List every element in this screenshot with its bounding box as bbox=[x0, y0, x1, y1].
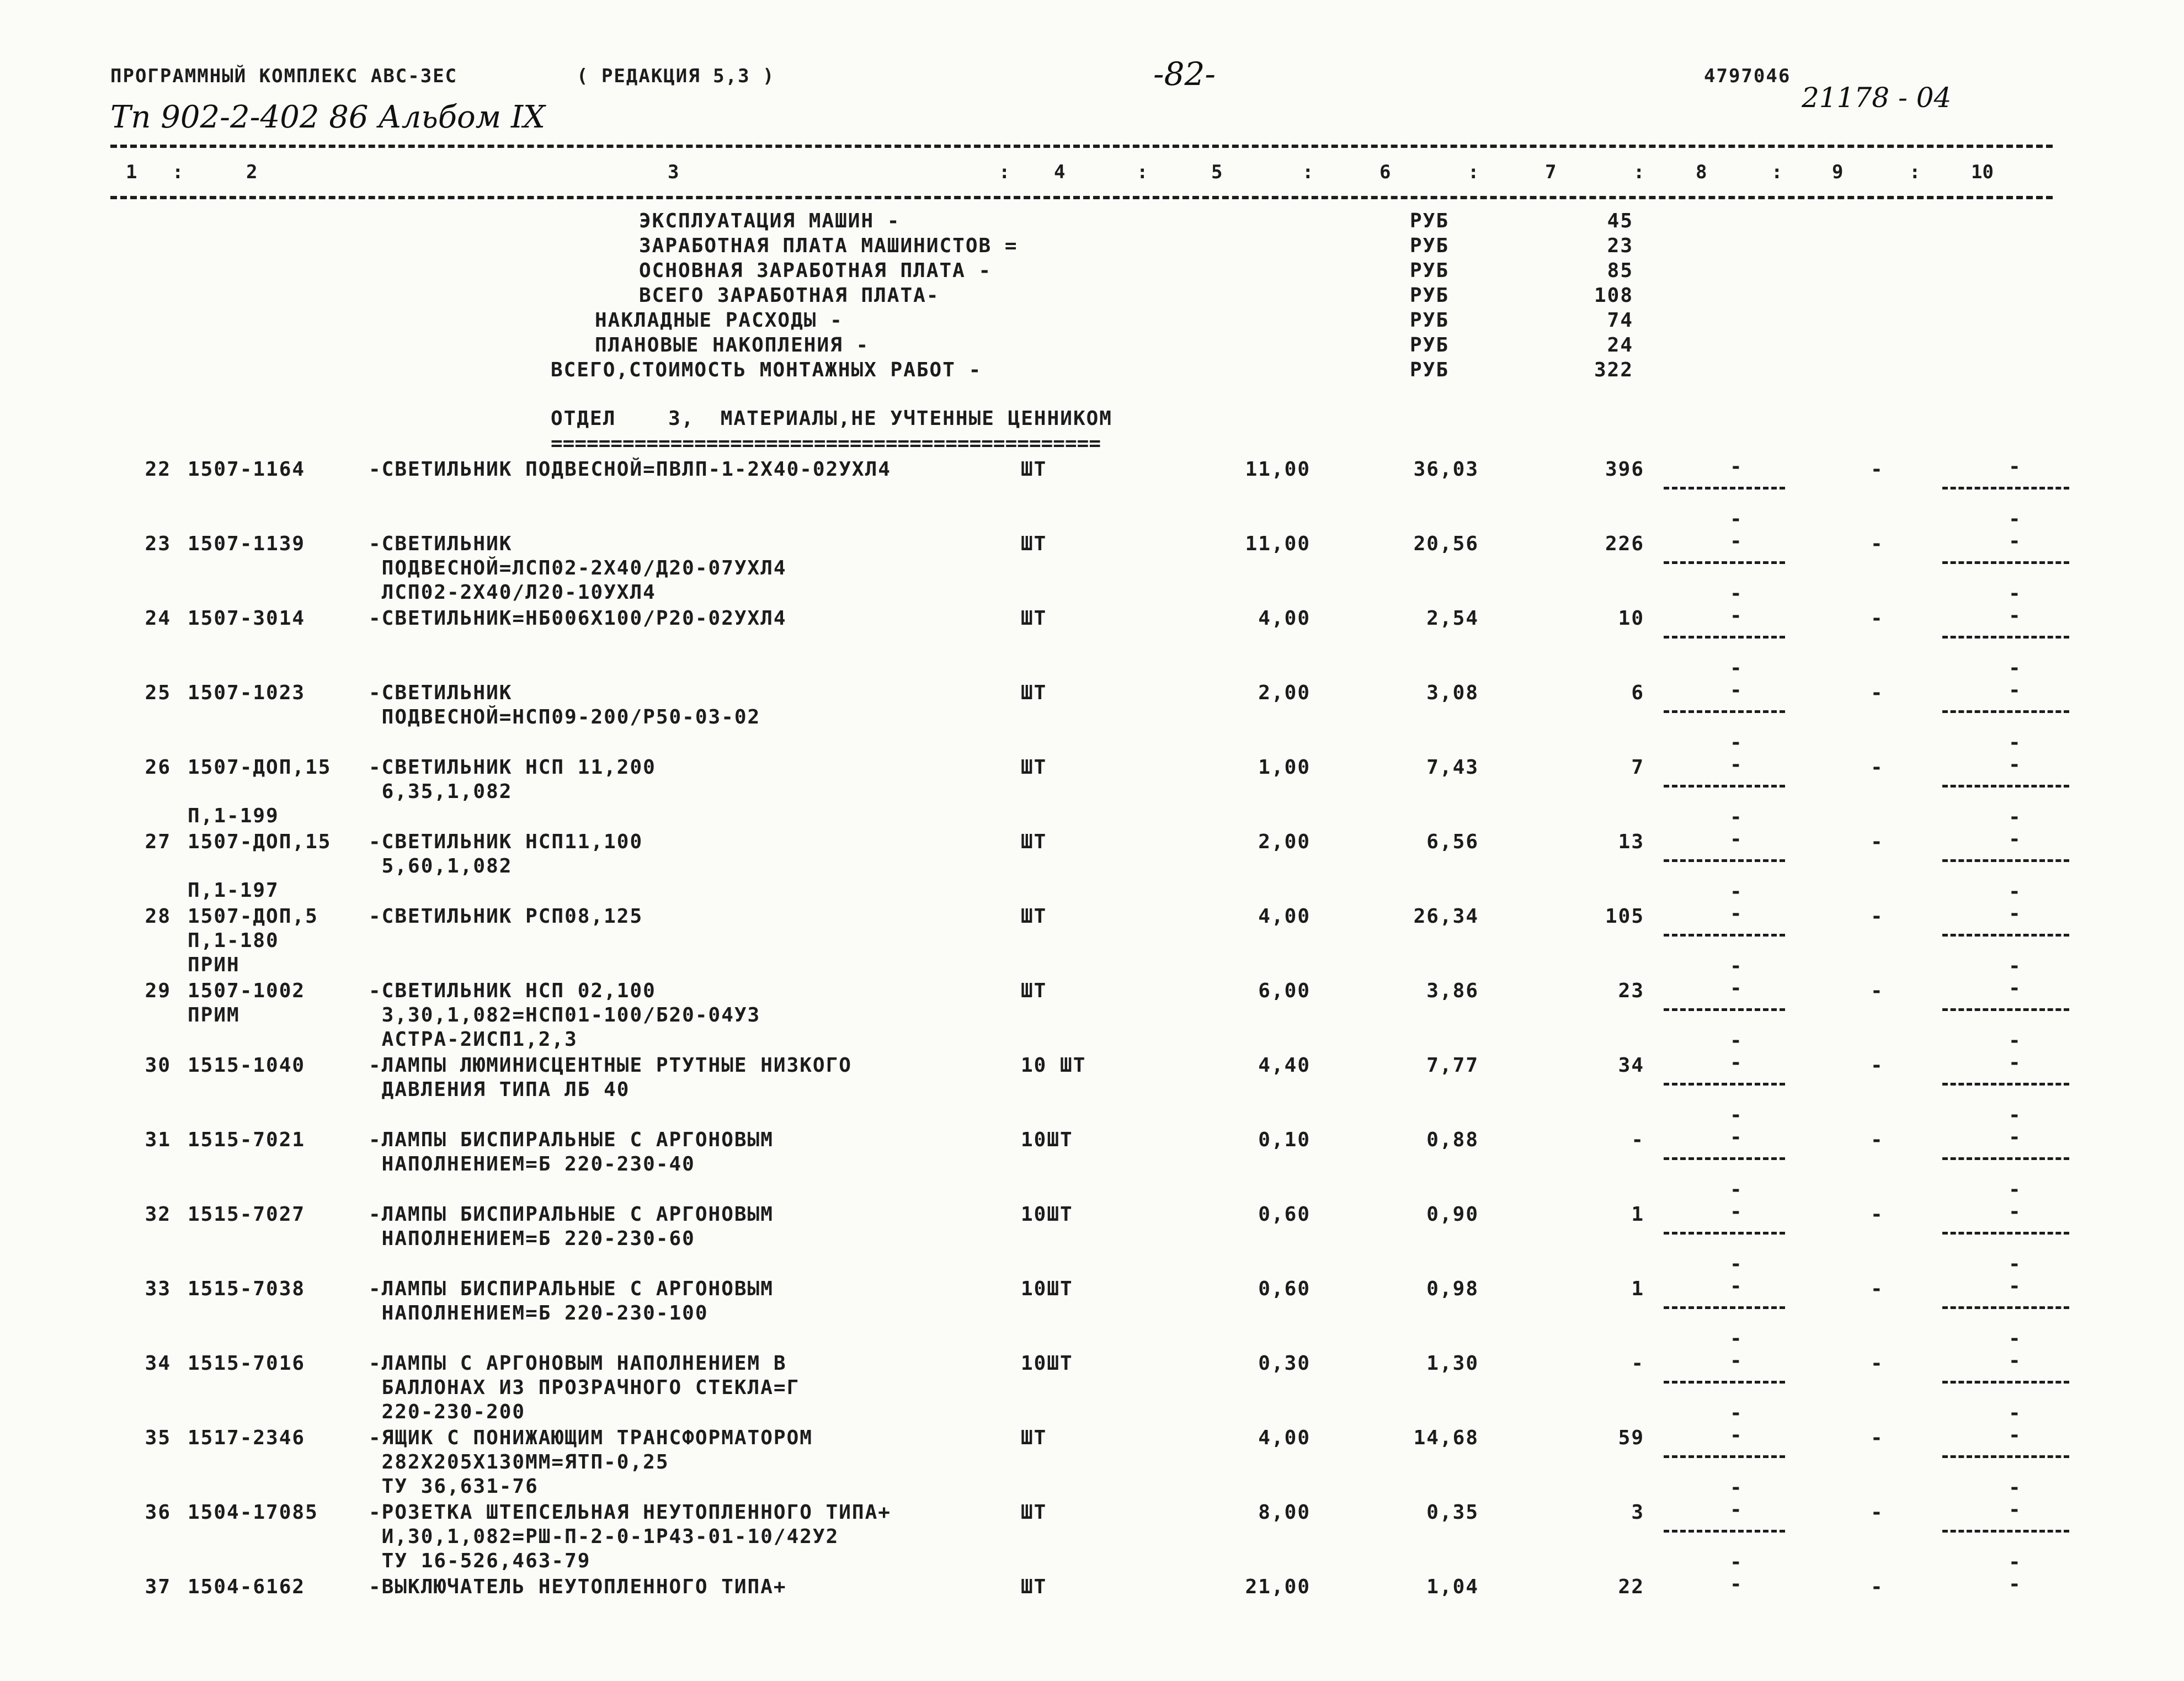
col9-dash: - bbox=[1871, 756, 1883, 779]
col8-dash: - bbox=[1730, 679, 1742, 701]
unit-cell: 10ШТ bbox=[1021, 1203, 1073, 1226]
price-cell: 0,90 bbox=[1426, 1203, 1479, 1226]
item-description: -РОЗЕТКА ШТЕПСЕЛЬНАЯ НЕУТОПЛЕННОГО ТИПА+ bbox=[369, 1501, 891, 1524]
quantity-cell: 4,00 bbox=[1258, 607, 1311, 630]
col10-dash: - bbox=[2009, 1051, 2021, 1074]
row-number: 24 bbox=[145, 607, 171, 630]
col8-dash: - bbox=[1730, 604, 1742, 627]
col8-dash-top: - bbox=[1730, 582, 1742, 605]
col10-dash-top: - bbox=[2009, 731, 2021, 754]
page-number: -82- bbox=[1153, 55, 1216, 93]
item-description: -ЛАМПЫ ЛЮМИНИСЦЕНТНЫЕ РТУТНЫЕ НИЗКОГО bbox=[369, 1054, 852, 1077]
total-cell: 105 bbox=[1605, 905, 1644, 928]
col9-dash: - bbox=[1871, 1427, 1883, 1449]
col10-dash: - bbox=[2009, 753, 2021, 776]
resource-code: 1507-ДОП,15 bbox=[188, 756, 332, 779]
col10-rule bbox=[1942, 1157, 2069, 1160]
col8-rule bbox=[1664, 1008, 1785, 1011]
col-sep: : bbox=[1137, 161, 1148, 183]
item-description-cont: ДАВЛЕНИЯ ТИПА ЛБ 40 bbox=[369, 1078, 630, 1101]
col8-dash-top: - bbox=[1730, 731, 1742, 754]
item-description: -СВЕТИЛЬНИК bbox=[369, 682, 513, 704]
row-number: 35 bbox=[145, 1427, 171, 1449]
col-7: 7 bbox=[1545, 161, 1557, 183]
summary-value: 74 bbox=[1607, 309, 1633, 332]
col10-rule bbox=[1942, 1455, 2069, 1458]
summary-unit: РУБ bbox=[1410, 235, 1450, 257]
col9-dash: - bbox=[1871, 1576, 1883, 1598]
unit-cell: ШТ bbox=[1021, 905, 1047, 928]
total-cell: 396 bbox=[1605, 458, 1644, 481]
row-number: 27 bbox=[145, 831, 171, 853]
unit-cell: 10 ШТ bbox=[1021, 1054, 1086, 1077]
total-cell: 3 bbox=[1631, 1501, 1644, 1524]
col-sep: : bbox=[1468, 161, 1479, 183]
col9-dash: - bbox=[1871, 1054, 1883, 1077]
col8-dash: - bbox=[1730, 1349, 1742, 1372]
summary-value: 322 bbox=[1594, 359, 1633, 381]
col9-dash: - bbox=[1871, 1203, 1883, 1226]
quantity-cell: 2,00 bbox=[1258, 682, 1311, 704]
col9-dash: - bbox=[1871, 905, 1883, 928]
summary-label: ПЛАНОВЫЕ НАКОПЛЕНИЯ - bbox=[595, 334, 870, 357]
item-description-cont: И,30,1,082=РШ-П-2-0-1Р43-01-10/42У2 bbox=[369, 1525, 839, 1548]
code-note: П,1-199 bbox=[188, 805, 279, 827]
col8-dash: - bbox=[1730, 1424, 1742, 1446]
summary-label: ЗАРАБОТНАЯ ПЛАТА МАШИНИСТОВ = bbox=[639, 235, 1018, 257]
item-description: -СВЕТИЛЬНИК bbox=[369, 533, 513, 555]
col9-dash: - bbox=[1871, 1501, 1883, 1524]
col8-dash: - bbox=[1730, 455, 1742, 478]
col10-dash: - bbox=[2009, 1275, 2021, 1297]
col10-rule bbox=[1942, 1083, 2069, 1086]
section-underline: ============================================== bbox=[551, 432, 1101, 455]
col8-dash: - bbox=[1730, 828, 1742, 850]
item-description-cont: 220-230-200 bbox=[369, 1401, 526, 1423]
unit-cell: ШТ bbox=[1021, 458, 1047, 481]
col8-rule bbox=[1664, 1232, 1785, 1235]
total-cell: 7 bbox=[1631, 756, 1644, 779]
quantity-cell: 6,00 bbox=[1258, 980, 1311, 1002]
col10-rule bbox=[1942, 487, 2069, 490]
row-number: 30 bbox=[145, 1054, 171, 1077]
col-sep: : bbox=[999, 161, 1010, 183]
row-number: 26 bbox=[145, 756, 171, 779]
quantity-cell: 11,00 bbox=[1245, 458, 1311, 481]
col8-dash-top: - bbox=[1730, 880, 1742, 903]
quantity-cell: 0,30 bbox=[1258, 1352, 1311, 1375]
row-number: 36 bbox=[145, 1501, 171, 1524]
quantity-cell: 4,00 bbox=[1258, 1427, 1311, 1449]
col10-rule bbox=[1942, 561, 2069, 564]
quantity-cell: 4,40 bbox=[1258, 1054, 1311, 1077]
item-description-cont: НАПОЛНЕНИЕМ=Б 220-230-100 bbox=[369, 1302, 709, 1324]
total-cell: 6 bbox=[1631, 682, 1644, 704]
row-number: 22 bbox=[145, 458, 171, 481]
unit-cell: ШТ bbox=[1021, 1576, 1047, 1598]
item-description: -ЯЩИК С ПОНИЖАЮЩИМ ТРАНСФОРМАТОРОМ bbox=[369, 1427, 813, 1449]
total-cell: 1 bbox=[1631, 1203, 1644, 1226]
total-cell: 59 bbox=[1618, 1427, 1644, 1449]
unit-cell: ШТ bbox=[1021, 831, 1047, 853]
col8-dash: - bbox=[1730, 1200, 1742, 1223]
col10-rule bbox=[1942, 785, 2069, 788]
col10-dash-top: - bbox=[2009, 1551, 2021, 1573]
col-sep: : bbox=[1302, 161, 1314, 183]
col10-dash-top: - bbox=[2009, 657, 2021, 679]
handwritten-code: 21178 - 04 bbox=[1802, 82, 1952, 114]
col10-dash: - bbox=[2009, 977, 2021, 999]
col10-dash: - bbox=[2009, 1498, 2021, 1521]
item-description-cont: БАЛЛОНАХ ИЗ ПРОЗРАЧНОГО СТЕКЛА=Г bbox=[369, 1376, 800, 1399]
summary-label: ЭКСПЛУАТАЦИЯ МАШИН - bbox=[639, 210, 901, 232]
col10-dash: - bbox=[2009, 455, 2021, 478]
col-9: 9 bbox=[1832, 161, 1844, 183]
summary-value: 85 bbox=[1607, 259, 1633, 282]
summary-label: ОСНОВНАЯ ЗАРАБОТНАЯ ПЛАТА - bbox=[639, 259, 992, 282]
col8-dash-top: - bbox=[1730, 1327, 1742, 1350]
summary-unit: РУБ bbox=[1410, 259, 1450, 282]
col10-rule bbox=[1942, 934, 2069, 937]
col8-dash: - bbox=[1730, 977, 1742, 999]
col8-dash-top: - bbox=[1730, 1104, 1742, 1126]
col8-rule bbox=[1664, 1306, 1785, 1309]
section-title: ОТДЕЛ 3, МАТЕРИАЛЫ,НЕ УЧТЕННЫЕ ЦЕННИКОМ bbox=[551, 407, 1112, 430]
col10-dash: - bbox=[2009, 1349, 2021, 1372]
resource-code: 1507-1023 bbox=[188, 682, 306, 704]
summary-unit: РУБ bbox=[1410, 210, 1450, 232]
quantity-cell: 11,00 bbox=[1245, 533, 1311, 555]
price-cell: 3,08 bbox=[1426, 682, 1479, 704]
col10-dash: - bbox=[2009, 1200, 2021, 1223]
col10-rule bbox=[1942, 1306, 2069, 1309]
col8-dash: - bbox=[1730, 530, 1742, 552]
col10-dash-top: - bbox=[2009, 1402, 2021, 1424]
summary-unit: РУБ bbox=[1410, 359, 1450, 381]
item-description-cont: ТУ 16-526,463-79 bbox=[369, 1550, 591, 1572]
total-cell: 1 bbox=[1631, 1278, 1644, 1300]
col9-dash: - bbox=[1871, 1129, 1883, 1151]
col10-rule bbox=[1942, 1232, 2069, 1235]
col8-dash-top: - bbox=[1730, 806, 1742, 828]
unit-cell: ШТ bbox=[1021, 533, 1047, 555]
col10-rule bbox=[1942, 1530, 2069, 1533]
price-cell: 20,56 bbox=[1413, 533, 1479, 555]
item-description: -ЛАМПЫ БИСПИРАЛЬНЫЕ С АРГОНОВЫМ bbox=[369, 1203, 774, 1226]
col8-rule bbox=[1664, 1455, 1785, 1458]
quantity-cell: 4,00 bbox=[1258, 905, 1311, 928]
col8-dash-top: - bbox=[1730, 657, 1742, 679]
total-cell: 23 bbox=[1618, 980, 1644, 1002]
col10-dash-top: - bbox=[2009, 880, 2021, 903]
total-cell: 10 bbox=[1618, 607, 1644, 630]
col8-dash-top: - bbox=[1730, 1402, 1742, 1424]
col8-dash-top: - bbox=[1730, 1178, 1742, 1201]
col10-dash-top: - bbox=[2009, 508, 2021, 530]
total-cell: 22 bbox=[1618, 1576, 1644, 1598]
code-note: ПРИМ bbox=[188, 1004, 240, 1026]
col8-dash: - bbox=[1730, 753, 1742, 776]
header-rule bbox=[110, 196, 2053, 199]
quantity-cell: 21,00 bbox=[1245, 1576, 1311, 1598]
row-number: 37 bbox=[145, 1576, 171, 1598]
item-description: -СВЕТИЛЬНИК ПОДВЕСНОЙ=ПВЛП-1-2Х40-02УХЛ4 bbox=[369, 458, 891, 481]
handwritten-reference: Тп 902-2-402 86 Альбом IX bbox=[110, 99, 545, 135]
col10-dash: - bbox=[2009, 530, 2021, 552]
col10-rule bbox=[1942, 710, 2069, 713]
resource-code: 1515-7016 bbox=[188, 1352, 306, 1375]
quantity-cell: 2,00 bbox=[1258, 831, 1311, 853]
col8-rule bbox=[1664, 859, 1785, 862]
resource-code: 1515-7021 bbox=[188, 1129, 306, 1151]
resource-code: 1507-1139 bbox=[188, 533, 306, 555]
row-number: 29 bbox=[145, 980, 171, 1002]
resource-code: 1507-ДОП,5 bbox=[188, 905, 318, 928]
price-cell: 3,86 bbox=[1426, 980, 1479, 1002]
col10-dash-top: - bbox=[2009, 1476, 2021, 1499]
price-cell: 36,03 bbox=[1413, 458, 1479, 481]
quantity-cell: 0,60 bbox=[1258, 1203, 1311, 1226]
col-8: 8 bbox=[1696, 161, 1707, 183]
col8-dash-top: - bbox=[1730, 1029, 1742, 1052]
unit-cell: ШТ bbox=[1021, 607, 1047, 630]
col8-rule bbox=[1664, 636, 1785, 639]
total-cell: - bbox=[1631, 1129, 1644, 1151]
price-cell: 0,88 bbox=[1426, 1129, 1479, 1151]
resource-code: 1507-3014 bbox=[188, 607, 306, 630]
price-cell: 6,56 bbox=[1426, 831, 1479, 853]
col10-dash: - bbox=[2009, 1126, 2021, 1148]
resource-code: 1504-17085 bbox=[188, 1501, 318, 1524]
resource-code: 1504-6162 bbox=[188, 1576, 306, 1598]
unit-cell: 10ШТ bbox=[1021, 1352, 1073, 1375]
col8-dash: - bbox=[1730, 1573, 1742, 1595]
col-1: 1 bbox=[126, 161, 137, 183]
item-description-cont: ЛСП02-2Х40/Л20-10УХЛ4 bbox=[369, 581, 656, 604]
col10-rule bbox=[1942, 636, 2069, 639]
col10-dash: - bbox=[2009, 1573, 2021, 1595]
item-description: -СВЕТИЛЬНИК РСП08,125 bbox=[369, 905, 643, 928]
code-note: ПРИН bbox=[188, 954, 240, 976]
col8-dash-top: - bbox=[1730, 508, 1742, 530]
col-sep: : bbox=[172, 161, 184, 183]
col10-dash-top: - bbox=[2009, 1178, 2021, 1201]
col8-dash-top: - bbox=[1730, 1551, 1742, 1573]
col10-dash-top: - bbox=[2009, 955, 2021, 977]
row-number: 34 bbox=[145, 1352, 171, 1375]
item-description-cont: 6,35,1,082 bbox=[369, 780, 513, 803]
col-sep: : bbox=[1909, 161, 1921, 183]
col8-rule bbox=[1664, 561, 1785, 564]
price-cell: 0,98 bbox=[1426, 1278, 1479, 1300]
price-cell: 26,34 bbox=[1413, 905, 1479, 928]
document-code: 4797046 bbox=[1704, 65, 1791, 87]
code-note: П,1-180 bbox=[188, 929, 279, 952]
col9-dash: - bbox=[1871, 1278, 1883, 1300]
row-number: 31 bbox=[145, 1129, 171, 1151]
col8-rule bbox=[1664, 934, 1785, 937]
item-description-cont: 282Х205Х130ММ=ЯТП-0,25 bbox=[369, 1451, 669, 1473]
col9-dash: - bbox=[1871, 1352, 1883, 1375]
col10-dash: - bbox=[2009, 828, 2021, 850]
col10-rule bbox=[1942, 1381, 2069, 1384]
item-description-cont: ПОДВЕСНОЙ=НСП09-200/Р50-03-02 bbox=[369, 706, 761, 728]
quantity-cell: 8,00 bbox=[1258, 1501, 1311, 1524]
unit-cell: ШТ bbox=[1021, 756, 1047, 779]
item-description: -ЛАМПЫ С АРГОНОВЫМ НАПОЛНЕНИЕМ В bbox=[369, 1352, 787, 1375]
col10-dash-top: - bbox=[2009, 1104, 2021, 1126]
col10-dash: - bbox=[2009, 679, 2021, 701]
unit-cell: ШТ bbox=[1021, 682, 1047, 704]
col8-rule bbox=[1664, 785, 1785, 788]
col8-dash-top: - bbox=[1730, 955, 1742, 977]
col-4: 4 bbox=[1054, 161, 1066, 183]
price-cell: 1,04 bbox=[1426, 1576, 1479, 1598]
item-description: -СВЕТИЛЬНИК НСП 11,200 bbox=[369, 756, 656, 779]
col-3: 3 bbox=[668, 161, 679, 183]
summary-unit: РУБ bbox=[1410, 309, 1450, 332]
item-description-cont: 5,60,1,082 bbox=[369, 855, 513, 877]
quantity-cell: 0,60 bbox=[1258, 1278, 1311, 1300]
price-cell: 7,43 bbox=[1426, 756, 1479, 779]
col-5: 5 bbox=[1211, 161, 1223, 183]
unit-cell: ШТ bbox=[1021, 1501, 1047, 1524]
col10-dash-top: - bbox=[2009, 1253, 2021, 1275]
item-description-cont: НАПОЛНЕНИЕМ=Б 220-230-60 bbox=[369, 1227, 695, 1250]
resource-code: 1515-7027 bbox=[188, 1203, 306, 1226]
summary-unit: РУБ bbox=[1410, 334, 1450, 357]
col10-dash: - bbox=[2009, 1424, 2021, 1446]
item-description: -СВЕТИЛЬНИК=НБ006Х100/Р20-02УХЛ4 bbox=[369, 607, 787, 630]
summary-unit: РУБ bbox=[1410, 284, 1450, 307]
total-cell: 13 bbox=[1618, 831, 1644, 853]
col9-dash: - bbox=[1871, 980, 1883, 1002]
resource-code: 1517-2346 bbox=[188, 1427, 306, 1449]
summary-value: 24 bbox=[1607, 334, 1633, 357]
item-description: -СВЕТИЛЬНИК НСП11,100 bbox=[369, 831, 643, 853]
col8-dash: - bbox=[1730, 1498, 1742, 1521]
col-6: 6 bbox=[1379, 161, 1391, 183]
col9-dash: - bbox=[1871, 607, 1883, 630]
col8-rule bbox=[1664, 1530, 1785, 1533]
summary-label: НАКЛАДНЫЕ РАСХОДЫ - bbox=[595, 309, 843, 332]
resource-code: 1507-1164 bbox=[188, 458, 306, 481]
row-number: 28 bbox=[145, 905, 171, 928]
col9-dash: - bbox=[1871, 458, 1883, 481]
resource-code: 1515-1040 bbox=[188, 1054, 306, 1077]
row-number: 33 bbox=[145, 1278, 171, 1300]
col8-dash: - bbox=[1730, 1275, 1742, 1297]
col10-dash-top: - bbox=[2009, 1029, 2021, 1052]
col8-dash: - bbox=[1730, 1051, 1742, 1074]
summary-value: 108 bbox=[1594, 284, 1633, 307]
price-cell: 7,77 bbox=[1426, 1054, 1479, 1077]
summary-label: ВСЕГО ЗАРАБОТНАЯ ПЛАТА- bbox=[639, 284, 940, 307]
resource-code: 1515-7038 bbox=[188, 1278, 306, 1300]
col8-rule bbox=[1664, 487, 1785, 490]
row-number: 25 bbox=[145, 682, 171, 704]
item-description-cont: ТУ 36,631-76 bbox=[369, 1475, 539, 1498]
col10-dash-top: - bbox=[2009, 1327, 2021, 1350]
total-cell: - bbox=[1631, 1352, 1644, 1375]
price-cell: 0,35 bbox=[1426, 1501, 1479, 1524]
item-description: -ВЫКЛЮЧАТЕЛЬ НЕУТОПЛЕННОГО ТИПА+ bbox=[369, 1576, 787, 1598]
col8-dash: - bbox=[1730, 902, 1742, 925]
total-cell: 34 bbox=[1618, 1054, 1644, 1077]
quantity-cell: 1,00 bbox=[1258, 756, 1311, 779]
col8-dash: - bbox=[1730, 1126, 1742, 1148]
summary-value: 23 bbox=[1607, 235, 1633, 257]
top-rule bbox=[110, 145, 2053, 148]
col10-dash-top: - bbox=[2009, 806, 2021, 828]
total-cell: 226 bbox=[1605, 533, 1644, 555]
col10-dash: - bbox=[2009, 604, 2021, 627]
summary-label: ВСЕГО,СТОИМОСТЬ МОНТАЖНЫХ РАБОТ - bbox=[551, 359, 982, 381]
unit-cell: 10ШТ bbox=[1021, 1129, 1073, 1151]
col9-dash: - bbox=[1871, 831, 1883, 853]
col-sep: : bbox=[1771, 161, 1783, 183]
col10-rule bbox=[1942, 859, 2069, 862]
item-description: -ЛАМПЫ БИСПИРАЛЬНЫЕ С АРГОНОВЫМ bbox=[369, 1278, 774, 1300]
item-description: -ЛАМПЫ БИСПИРАЛЬНЫЕ С АРГОНОВЫМ bbox=[369, 1129, 774, 1151]
unit-cell: ШТ bbox=[1021, 980, 1047, 1002]
col10-rule bbox=[1942, 1008, 2069, 1011]
col8-rule bbox=[1664, 1157, 1785, 1160]
item-description-cont: 3,30,1,082=НСП01-100/Б20-04УЗ bbox=[369, 1004, 761, 1026]
row-number: 23 bbox=[145, 533, 171, 555]
col8-dash-top: - bbox=[1730, 1253, 1742, 1275]
col10-dash: - bbox=[2009, 902, 2021, 925]
col8-rule bbox=[1664, 710, 1785, 713]
summary-value: 45 bbox=[1607, 210, 1633, 232]
resource-code: 1507-ДОП,15 bbox=[188, 831, 332, 853]
col10-dash-top: - bbox=[2009, 582, 2021, 605]
price-cell: 1,30 bbox=[1426, 1352, 1479, 1375]
item-description-cont: АСТРА-2ИСП1,2,3 bbox=[369, 1028, 578, 1051]
program-title: ПРОГРАММНЫЙ КОМПЛЕКС АВС-3ЕС bbox=[110, 65, 458, 87]
item-description-cont: ПОДВЕСНОЙ=ЛСП02-2Х40/Д20-07УХЛ4 bbox=[369, 557, 787, 579]
col-10: 10 bbox=[1971, 161, 1994, 183]
unit-cell: ШТ bbox=[1021, 1427, 1047, 1449]
code-note: П,1-197 bbox=[188, 879, 279, 902]
price-cell: 2,54 bbox=[1426, 607, 1479, 630]
col-sep: : bbox=[1633, 161, 1645, 183]
row-number: 32 bbox=[145, 1203, 171, 1226]
price-cell: 14,68 bbox=[1413, 1427, 1479, 1449]
unit-cell: 10ШТ bbox=[1021, 1278, 1073, 1300]
item-description: -СВЕТИЛЬНИК НСП 02,100 bbox=[369, 980, 656, 1002]
item-description-cont: НАПОЛНЕНИЕМ=Б 220-230-40 bbox=[369, 1153, 695, 1175]
col8-rule bbox=[1664, 1381, 1785, 1384]
col8-rule bbox=[1664, 1083, 1785, 1086]
col8-dash-top: - bbox=[1730, 1476, 1742, 1499]
col-2: 2 bbox=[246, 161, 258, 183]
col9-dash: - bbox=[1871, 682, 1883, 704]
edition-label: ( РЕДАКЦИЯ 5,3 ) bbox=[577, 65, 775, 87]
quantity-cell: 0,10 bbox=[1258, 1129, 1311, 1151]
col9-dash: - bbox=[1871, 533, 1883, 555]
resource-code: 1507-1002 bbox=[188, 980, 306, 1002]
